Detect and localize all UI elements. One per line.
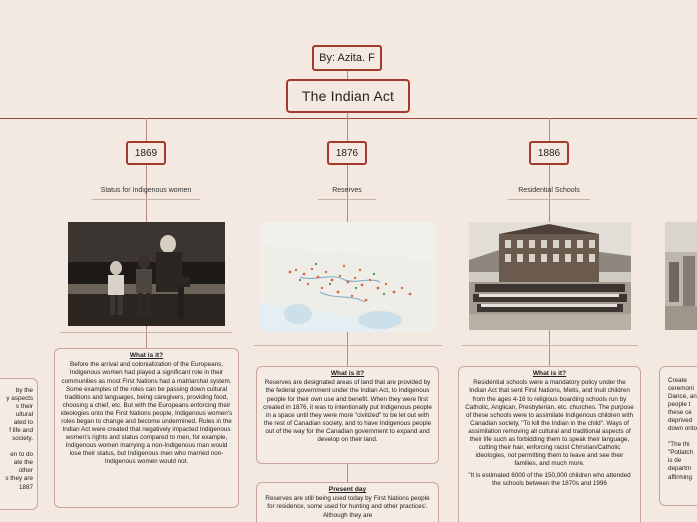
right-partial-photo-image bbox=[665, 222, 697, 330]
partial-line: s they are bbox=[5, 475, 33, 483]
partial-line: "The thi bbox=[668, 441, 690, 449]
year-box-1869[interactable] bbox=[126, 141, 166, 165]
image-underline bbox=[462, 345, 638, 346]
card-residential-schools[interactable] bbox=[458, 366, 641, 522]
partial-line: 1887 bbox=[18, 483, 33, 491]
year-label: 1876 bbox=[335, 147, 359, 159]
right-partial-photo bbox=[665, 222, 697, 330]
partial-line: society. bbox=[12, 435, 33, 443]
partial-line: f life and bbox=[9, 427, 33, 435]
partial-line: people t bbox=[668, 401, 691, 409]
topic-underline bbox=[318, 199, 376, 200]
partial-line: affirming bbox=[668, 473, 693, 481]
image-underline bbox=[60, 332, 232, 333]
year-label: 1886 bbox=[537, 147, 561, 159]
image-underline bbox=[254, 345, 442, 346]
partial-line: ate the bbox=[13, 459, 33, 467]
partial-line: ceremoni bbox=[668, 385, 694, 393]
card-heading: What is it? bbox=[129, 352, 164, 359]
partial-line: Create bbox=[668, 377, 687, 384]
family-photo bbox=[68, 222, 225, 326]
year-box-1886[interactable] bbox=[529, 141, 569, 165]
topic-label: Residential Schools bbox=[518, 187, 580, 194]
partial-line: Dance, an bbox=[668, 393, 697, 401]
card-text: Residential schools were a mandatory policy under the Indian Act that sent First Nations, Metis, and Inuit children from the ages 4-16 to religious boarding schools run by Catholic, Anglican, Presbyterian, etc. churches. The purpose of these schools were to assimilate Indigenous children with Canadian society, "To kill the Indian in the child". Ways of assimilation removing all cultural and traditional aspects of their life such as forbidding them to speak their language, cutting their hair, enforcing racist Christian/Catholic ideologies, not permitting them to leave and see their families, and much more. bbox=[465, 379, 634, 467]
topic-residential-schools[interactable] bbox=[494, 187, 604, 194]
card-text: Reserves are still being used today by First Nations people for residence, some used for hunting and other practices'. Although they are bbox=[265, 495, 430, 519]
topic-label: Reserves bbox=[332, 187, 362, 194]
card-heading: What is it? bbox=[532, 370, 567, 377]
partial-line: is de bbox=[668, 457, 682, 465]
card-text-quote: "It is estimated 6000 of the 150,000 children who attended the schools between the 1870s and 1996 bbox=[468, 471, 631, 487]
family-photo-image bbox=[68, 222, 225, 326]
partial-line: deprived bbox=[668, 417, 693, 425]
partial-line: y aspects bbox=[6, 395, 33, 403]
school-photo-image bbox=[469, 222, 631, 330]
partial-line: "Potlatch bbox=[668, 449, 693, 457]
topic-reserves[interactable] bbox=[307, 187, 387, 194]
partial-line: down onto bbox=[668, 425, 697, 433]
partial-line: ated to bbox=[13, 419, 33, 427]
partial-line: other bbox=[18, 467, 33, 475]
topic-underline bbox=[92, 199, 200, 200]
reserves-map bbox=[260, 222, 436, 332]
topic-status-women[interactable] bbox=[86, 187, 206, 194]
partial-line: s their bbox=[15, 403, 33, 411]
reserves-map-image bbox=[260, 222, 436, 332]
partial-line: by the bbox=[15, 387, 33, 394]
topic-label: Status for Indigenous women bbox=[100, 187, 192, 194]
main-horizontal-line bbox=[0, 118, 697, 119]
card-reserves-present[interactable] bbox=[256, 482, 439, 522]
central-topic[interactable] bbox=[286, 79, 410, 113]
author-label: By: Azita. F bbox=[319, 52, 375, 64]
partial-line: en to do bbox=[10, 451, 33, 459]
author-title-connector bbox=[347, 71, 348, 79]
author-box[interactable] bbox=[312, 45, 382, 71]
card-heading: Present day bbox=[328, 486, 367, 493]
card-status-women[interactable] bbox=[54, 348, 239, 508]
partial-line: these ce bbox=[668, 409, 692, 417]
card-text: Before the arrival and colonialization of the Europeans, Indigenous women had played a significant role in their communities as most First Nations had a matriarchal system. Some examples of the roles can be passing down cultural traditions and languages, being caregivers, providing food, choosing a chief, etc. But with the Europeans enforcing their ideologies onto the First Nations people, Indigenous women's roles began to change and become undermined. Rules in the Indian Act were created that negatively impacted Indigenous women's rights and status compared to men, for example, Indigenous women marrying a non-Indigenous man would lose their status, but Indigenous men who married non-Indigenous women would not. bbox=[60, 361, 233, 465]
card-heading: What is it? bbox=[330, 370, 365, 377]
topic-underline bbox=[508, 199, 590, 200]
card-right-partial[interactable] bbox=[659, 366, 697, 506]
year-box-1876[interactable] bbox=[327, 141, 367, 165]
card-text: Reserves are designated areas of land that are provided by the federal government under the Indian Act, to Indigenous people for their own use and benefit. When they were first created in 1876, it was to intentionally put Indigenous people in a space until they were more "civilized" to be let out with the rest of Canadian society, and to have Indigenous people out of the way for the Canadian government to expand and develop on their land. bbox=[263, 379, 432, 443]
partial-line: departm bbox=[668, 465, 692, 473]
card-left-partial[interactable] bbox=[0, 378, 38, 510]
school-photo bbox=[469, 222, 631, 330]
card-reserves[interactable] bbox=[256, 366, 439, 464]
year-label: 1869 bbox=[134, 147, 158, 159]
central-topic-label: The Indian Act bbox=[301, 88, 395, 104]
partial-line: ultural bbox=[15, 411, 33, 419]
reserves-present-connector bbox=[347, 464, 348, 482]
